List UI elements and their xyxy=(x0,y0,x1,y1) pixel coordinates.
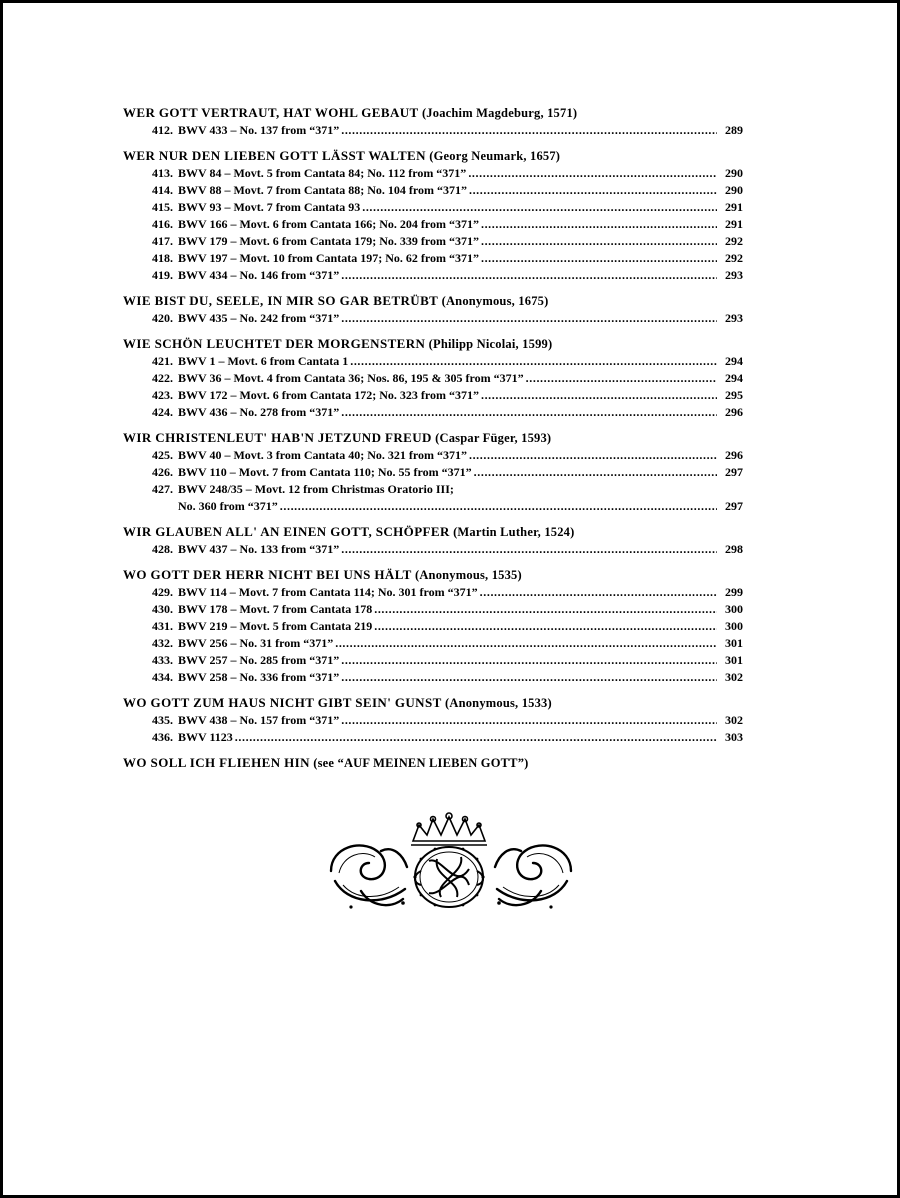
entry-title: BWV 197 – Movt. 10 from Cantata 197; No. 62 from “371” xyxy=(178,251,479,265)
table-of-contents xyxy=(123,104,743,780)
dot-leader xyxy=(341,541,717,558)
section-heading xyxy=(123,335,743,353)
entry-number: 423. xyxy=(152,388,173,402)
section-heading xyxy=(123,104,743,122)
entry-title: BWV 88 – Movt. 7 from Cantata 88; No. 104 from “371” xyxy=(178,183,467,197)
entry-title: BWV 40 – Movt. 3 from Cantata 40; No. 321 from “371” xyxy=(178,448,467,462)
entry-title: BWV 84 – Movt. 5 from Cantata 84; No. 112 from “371” xyxy=(178,166,467,180)
hymn-credit: (Joachim Magdeburg, 1571) xyxy=(421,106,578,120)
toc-entry[interactable] xyxy=(123,122,743,139)
entry-number: 434. xyxy=(152,670,173,684)
entry-number: 436. xyxy=(152,730,173,744)
hymn-credit: (Philipp Nicolai, 1599) xyxy=(428,337,553,351)
dot-leader xyxy=(474,464,717,481)
dot-leader xyxy=(341,122,717,139)
entry-title: BWV 257 – No. 285 from “371” xyxy=(178,653,340,667)
entry-page-number: 297 xyxy=(725,465,743,479)
entry-number: 420. xyxy=(152,311,173,325)
toc-section xyxy=(123,523,743,558)
section-heading xyxy=(123,292,743,310)
entry-number: 414. xyxy=(152,183,173,197)
entry-title: BWV 436 – No. 278 from “371” xyxy=(178,405,340,419)
entry-number: 418. xyxy=(152,251,173,265)
entry-page-number: 298 xyxy=(725,542,743,556)
dot-leader xyxy=(335,635,717,652)
entry-title: BWV 172 – Movt. 6 from Cantata 172; No. 323 from “371” xyxy=(178,388,479,402)
toc-section xyxy=(123,754,743,772)
entry-title: BWV 93 – Movt. 7 from Cantata 93 xyxy=(178,200,361,214)
section-heading xyxy=(123,523,743,541)
entry-page-number: 296 xyxy=(725,448,743,462)
hymn-credit: (Martin Luther, 1524) xyxy=(453,525,575,539)
toc-entry[interactable] xyxy=(123,310,743,327)
entry-title: BWV 110 – Movt. 7 from Cantata 110; No. 55 from “371” xyxy=(178,465,472,479)
hymn-credit: (Caspar Füger, 1593) xyxy=(435,431,552,445)
dot-leader xyxy=(341,404,717,421)
toc-entry[interactable] xyxy=(123,447,743,464)
toc-entry[interactable] xyxy=(123,601,743,618)
entry-number: 429. xyxy=(152,585,173,599)
dot-leader xyxy=(526,370,717,387)
hymn-title: WER NUR DEN LIEBEN GOTT LÄSST WALTEN xyxy=(123,148,426,163)
toc-entry[interactable] xyxy=(123,584,743,601)
entry-page-number: 293 xyxy=(725,268,743,282)
toc-entry[interactable] xyxy=(123,635,743,652)
toc-entry[interactable] xyxy=(123,481,743,498)
toc-section xyxy=(123,292,743,327)
dot-leader xyxy=(469,182,717,199)
entry-title: BWV 248/35 – Movt. 12 from Christmas Oratorio III; xyxy=(178,482,454,496)
toc-section xyxy=(123,566,743,686)
entry-number: 433. xyxy=(152,653,173,667)
dot-leader xyxy=(341,267,717,284)
entry-number: 424. xyxy=(152,405,173,419)
hymn-title: WIR CHRISTENLEUT' HAB'N JETZUND FREUD xyxy=(123,430,432,445)
dot-leader xyxy=(362,199,717,216)
entry-title: BWV 178 – Movt. 7 from Cantata 178 xyxy=(178,602,373,616)
toc-entry[interactable] xyxy=(123,216,743,233)
hymn-credit: (Anonymous, 1675) xyxy=(441,294,549,308)
dot-leader xyxy=(350,353,717,370)
entry-number: 419. xyxy=(152,268,173,282)
dot-leader xyxy=(481,250,717,267)
entry-title: BWV 114 – Movt. 7 from Cantata 114; No. 301 from “371” xyxy=(178,585,478,599)
entry-title: BWV 434 – No. 146 from “371” xyxy=(178,268,340,282)
entry-title: BWV 433 – No. 137 from “371” xyxy=(178,123,340,137)
entry-number: 426. xyxy=(152,465,173,479)
hymn-credit: (Anonymous, 1535) xyxy=(414,568,522,582)
dot-leader xyxy=(341,310,717,327)
toc-entry[interactable] xyxy=(123,541,743,558)
toc-section xyxy=(123,429,743,515)
entry-title: BWV 1123 xyxy=(178,730,233,744)
toc-section xyxy=(123,694,743,746)
entry-number: 413. xyxy=(152,166,173,180)
entry-number: 425. xyxy=(152,448,173,462)
toc-entry[interactable] xyxy=(123,729,743,746)
section-heading xyxy=(123,566,743,584)
entry-title: BWV 435 – No. 242 from “371” xyxy=(178,311,340,325)
entry-page-number: 294 xyxy=(725,354,743,368)
entry-page-number: 301 xyxy=(725,653,743,667)
toc-entry[interactable] xyxy=(123,498,743,515)
entry-number: 412. xyxy=(152,123,173,137)
hymn-title: WER GOTT VERTRAUT, HAT WOHL GEBAUT xyxy=(123,105,419,120)
entry-page-number: 301 xyxy=(725,636,743,650)
entry-page-number: 290 xyxy=(725,166,743,180)
dot-leader xyxy=(481,216,717,233)
entry-page-number: 299 xyxy=(725,585,743,599)
entry-number: 422. xyxy=(152,371,173,385)
entry-page-number: 292 xyxy=(725,234,743,248)
entry-number: 415. xyxy=(152,200,173,214)
dot-leader xyxy=(280,498,717,515)
entry-page-number: 302 xyxy=(725,670,743,684)
entry-page-number: 303 xyxy=(725,730,743,744)
entry-number: 428. xyxy=(152,542,173,556)
hymn-title: WIE SCHÖN LEUCHTET DER MORGENSTERN xyxy=(123,336,426,351)
toc-entry[interactable] xyxy=(123,250,743,267)
hymn-title: WIE BIST DU, SEELE, IN MIR SO GAR BETRÜBT xyxy=(123,293,439,308)
entry-title: BWV 166 – Movt. 6 from Cantata 166; No. 204 from “371” xyxy=(178,217,479,231)
entry-page-number: 292 xyxy=(725,251,743,265)
entry-title: BWV 438 – No. 157 from “371” xyxy=(178,713,340,727)
entry-page-number: 291 xyxy=(725,217,743,231)
entry-title: BWV 256 – No. 31 from “371” xyxy=(178,636,334,650)
entry-title: No. 360 from “371” xyxy=(178,499,278,513)
dot-leader xyxy=(374,601,717,618)
hymn-title: WIR GLAUBEN ALL' AN EINEN GOTT, SCHÖPFER xyxy=(123,524,450,539)
entry-number: 421. xyxy=(152,354,173,368)
toc-section xyxy=(123,104,743,139)
toc-entry[interactable] xyxy=(123,353,743,370)
section-heading xyxy=(123,147,743,165)
entry-number: 416. xyxy=(152,217,173,231)
dot-leader xyxy=(341,712,717,729)
dot-leader xyxy=(469,447,717,464)
dot-leader xyxy=(374,618,717,635)
entry-page-number: 290 xyxy=(725,183,743,197)
toc-entry[interactable] xyxy=(123,618,743,635)
toc-entry[interactable] xyxy=(123,712,743,729)
entry-title: BWV 179 – Movt. 6 from Cantata 179; No. 339 from “371” xyxy=(178,234,479,248)
section-heading xyxy=(123,754,743,772)
hymn-title: WO GOTT ZUM HAUS NICHT GIBT SEIN' GUNST xyxy=(123,695,442,710)
entry-title: BWV 258 – No. 336 from “371” xyxy=(178,670,340,684)
hymn-credit: (Georg Neumark, 1657) xyxy=(429,149,561,163)
entry-page-number: 289 xyxy=(725,123,743,137)
entry-page-number: 300 xyxy=(725,602,743,616)
entry-page-number: 296 xyxy=(725,405,743,419)
toc-entry[interactable] xyxy=(123,182,743,199)
toc-entry[interactable] xyxy=(123,464,743,481)
entry-page-number: 297 xyxy=(725,499,743,513)
entry-page-number: 293 xyxy=(725,311,743,325)
hymn-credit: (Anonymous, 1533) xyxy=(444,696,552,710)
entry-page-number: 295 xyxy=(725,388,743,402)
section-heading xyxy=(123,694,743,712)
hymn-title: WO SOLL ICH FLIEHEN HIN xyxy=(123,755,310,770)
dot-leader xyxy=(468,165,717,182)
toc-section xyxy=(123,335,743,421)
toc-entry[interactable] xyxy=(123,387,743,404)
entry-page-number: 300 xyxy=(725,619,743,633)
entry-title: BWV 437 – No. 133 from “371” xyxy=(178,542,340,556)
entry-page-number: 302 xyxy=(725,713,743,727)
toc-entry[interactable] xyxy=(123,669,743,686)
toc-entry[interactable] xyxy=(123,267,743,284)
dot-leader xyxy=(481,233,717,250)
entry-title: BWV 36 – Movt. 4 from Cantata 36; Nos. 86, 195 & 305 from “371” xyxy=(178,371,524,385)
toc-entry[interactable] xyxy=(123,165,743,182)
toc-entry[interactable] xyxy=(123,404,743,421)
entry-page-number: 291 xyxy=(725,200,743,214)
entry-title: BWV 1 – Movt. 6 from Cantata 1 xyxy=(178,354,349,368)
dot-leader xyxy=(480,584,717,601)
toc-entry[interactable] xyxy=(123,652,743,669)
dot-leader xyxy=(481,387,717,404)
dot-leader xyxy=(341,652,717,669)
entry-number: 431. xyxy=(152,619,173,633)
dot-leader xyxy=(341,669,717,686)
toc-entry[interactable] xyxy=(123,233,743,250)
toc-entry[interactable] xyxy=(123,199,743,216)
entry-page-number: 294 xyxy=(725,371,743,385)
entry-number: 432. xyxy=(152,636,173,650)
dot-leader xyxy=(235,729,717,746)
toc-section xyxy=(123,147,743,284)
section-heading xyxy=(123,429,743,447)
entry-number: 435. xyxy=(152,713,173,727)
hymn-title: WO GOTT DER HERR NICHT BEI UNS HÄLT xyxy=(123,567,412,582)
entry-number: 427. xyxy=(152,482,173,496)
entry-number: 417. xyxy=(152,234,173,248)
entry-number: 430. xyxy=(152,602,173,616)
bach-seal-ornament-icon xyxy=(321,811,581,921)
hymn-credit: (see “AUF MEINEN LIEBEN GOTT”) xyxy=(313,756,529,770)
toc-entry[interactable] xyxy=(123,370,743,387)
entry-title: BWV 219 – Movt. 5 from Cantata 219 xyxy=(178,619,373,633)
